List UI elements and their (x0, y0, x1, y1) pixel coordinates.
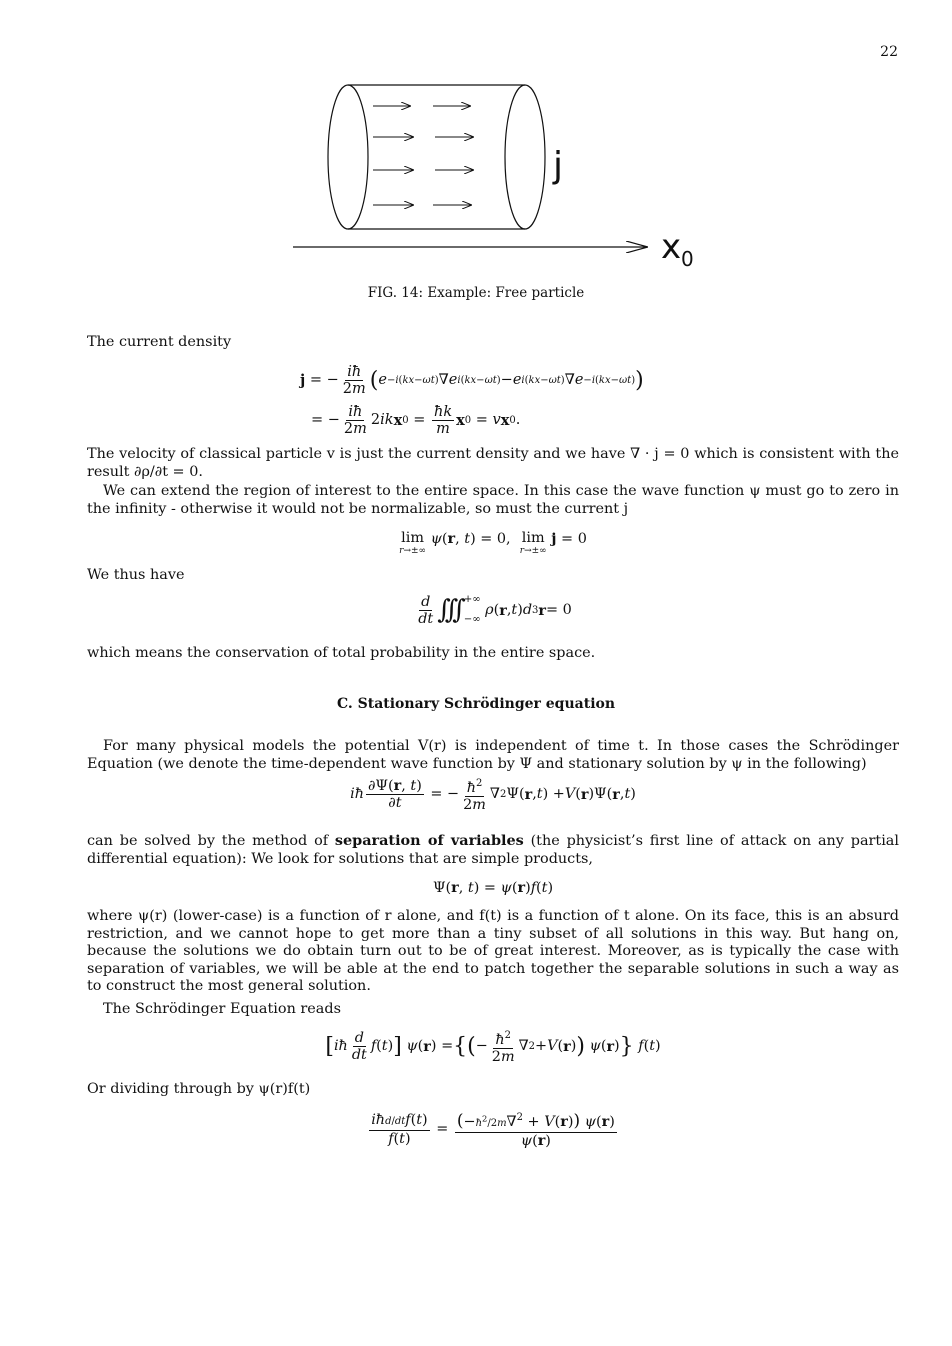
stationary-paragraph: For many physical models the potential V(r) is independent of time t. In those cases the Schrödinger Equation (we denote the time-dependent wave function by Ψ and stationary solution by ψ in the following) (87, 738, 899, 772)
conservation-text: which means the conservation of total probability in the entire space. (87, 645, 596, 661)
axis-label-x: x (661, 227, 682, 267)
separation-paragraph: can be solved by the method of separation of variables (the physicist’s first line of attack on any partial differential equation): We look for solutions that are simple products, (87, 832, 899, 867)
equation-tdse: iħ $\frac{\partial\Psi(r, t)}{\partial t}$ = − $\frac{ħ^2}{2m}$ ∇ 2 Ψ( r , t ) + V ( r )Ψ( r , t ) (350, 776, 636, 813)
schrodinger-reads: The Schrödinger Equation reads (103, 1001, 341, 1017)
thus-have: We thus have (87, 567, 185, 583)
cylinder-left-cap (328, 85, 368, 229)
figure-caption: FIG. 14: Example: Free particle (367, 285, 585, 301)
current-arrows (373, 106, 473, 205)
current-density-intro: The current density (87, 334, 232, 350)
section-heading: C. Stationary Schrödinger equation (336, 696, 616, 712)
separation-bold-term: separation of variables (334, 832, 524, 849)
page-number: 22 (880, 44, 898, 60)
equation-limits: lim r→±∞ ψ(r, t) = 0, lim r→±∞ j = 0 (399, 530, 587, 556)
equation-product: Ψ(r, t) = ψ(r)f(t) (432, 879, 554, 896)
velocity-paragraph: The velocity of classical particle v is just the current density and we have ∇ · j = 0 which is consistent with the result ∂ρ/∂t = 0. (87, 446, 899, 480)
axis-label-x-subscript: 0 (681, 247, 694, 271)
dividing-text: Or dividing through by ψ(r)f(t) (87, 1081, 311, 1097)
free-particle-figure (285, 80, 715, 275)
extend-paragraph: We can extend the region of interest to the entire space. In this case the wave function ψ must go to zero in the infinity - otherwise it would not be normalizable, so must the current j (87, 483, 899, 517)
cylinder-right-cap (505, 85, 545, 229)
where-paragraph: where ψ(r) (lower-case) is a function of r alone, and f(t) is a function of t alone. On its face, this is an absurd restriction, and we cannot hope to get more than a tiny subset of all solutions in this way. But hang on, because the solutions we do obtain turn out to be of great interest. Moreover, as is typically the case with separation of variables, we will be able at the end to patch together the separable solutions in such a way as to construct the most general solution. (87, 908, 899, 994)
equation-current-density: j = − $\frac{iħ}{2m}$ ( e −i(kx−ωt) ∇ e i(kx−ωt) − e i(kx−ωt) ∇ e −i(kx−ωt) ) = − $\frac{iħ}{2m}$ 2 ik x 0 = $\frac{ħk}{m}$ x 0 = v x 0 . (300, 363, 644, 437)
equation-separation: [ iħ $\frac{d}{dt}$ f ( t ) ] ψ ( r ) = { ( − $\frac{ħ^2}{2m}$ ∇ 2 + V ( r ) ) ψ ( r ) } f ( t ) (325, 1029, 661, 1065)
equation-integral: $\frac{d}{dt}$ ∫∫∫ +∞ −∞ ρ ( r , t ) d 3 r = 0 (418, 593, 572, 627)
equation-divided: $\frac{\text{iħd/dtf(t)}}{f(t)}$ = $\frac{(-ħ^2/2m\nabla^2 + V(r)) \psi(r)}{\psi(r)}$ (371, 1110, 615, 1149)
current-label-j: j (553, 145, 564, 186)
